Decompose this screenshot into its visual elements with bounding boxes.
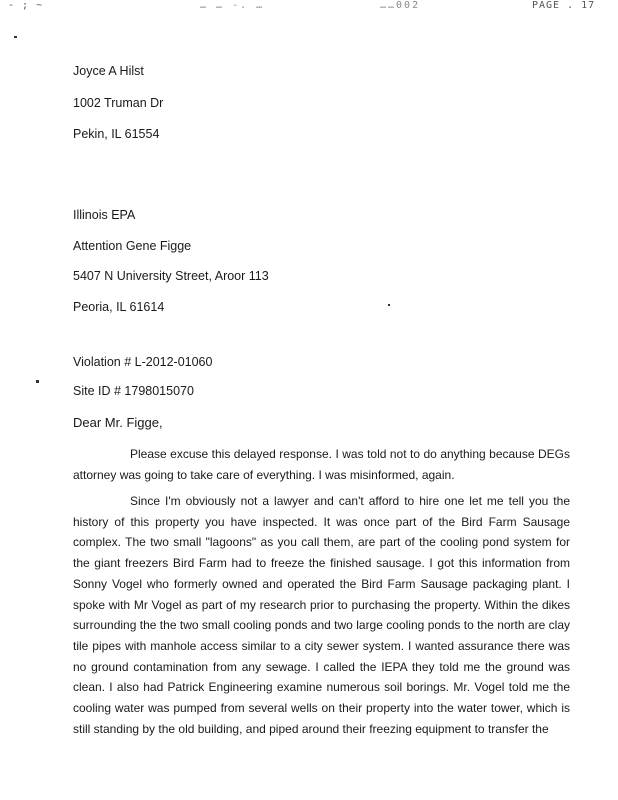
fax-page-number: PAGE . 17 <box>532 0 596 11</box>
salutation: Dear Mr. Figge, <box>73 415 163 430</box>
body-paragraph-1: Please excuse this delayed response. I was told not to do anything because DEGs attorney was going to take care of everything. I was misinformed, again. <box>73 447 570 482</box>
sender-city: Pekin, IL 61554 <box>73 127 160 141</box>
recipient-city: Peoria, IL 61614 <box>73 300 165 314</box>
sender-name: Joyce A Hilst <box>73 64 144 78</box>
site-id: Site ID # 1798015070 <box>73 384 194 398</box>
fax-header-left: - ; ~ <box>8 0 44 11</box>
recipient-org: Illinois EPA <box>73 208 136 222</box>
fax-header <box>0 0 618 14</box>
fax-header-id: ……002 <box>380 0 421 11</box>
body-paragraph-2: Since I'm obviously not a lawyer and can't afford to hire one let me tell you the history of this property you have inspected. It was once part of the Bird Farm Sausage complex. The two small "lagoons" as you call them, are part of the cooling pond system for the giant freezers Bird Farm had to freeze the finished sausage. I got this information from Sonny Vogel who formerly owned and operated the Bird Farm Sausage packaging plant. I spoke with Mr Vogel as part of my research prior to purchasing the property. Within the dikes surrounding the the two small cooling ponds and two large cooling ponds to the north are clay tile pipes with manhole access similar to a city sewer system. I wanted assurance there was no ground contamination from any sewage. I called the IEPA they told me the ground was clean. I also had Patrick Engineering examine numerous soil borings. Mr. Vogel told me the cooling water was pumped from several wells on their property into the water tower, which is still standing by the old building, and piped around their freezing equipment to transfer the <box>73 494 570 736</box>
scan-speck <box>14 36 17 38</box>
recipient-attention: Attention Gene Figge <box>73 239 192 253</box>
violation-number: Violation # L-2012-01060 <box>73 355 213 369</box>
recipient-street: 5407 N University Street, Aroor 113 <box>73 269 269 283</box>
sender-street: 1002 Truman Dr <box>73 96 164 110</box>
scan-speck <box>36 380 39 383</box>
fax-header-number: … … -. … <box>200 0 265 11</box>
scan-speck <box>388 304 390 306</box>
